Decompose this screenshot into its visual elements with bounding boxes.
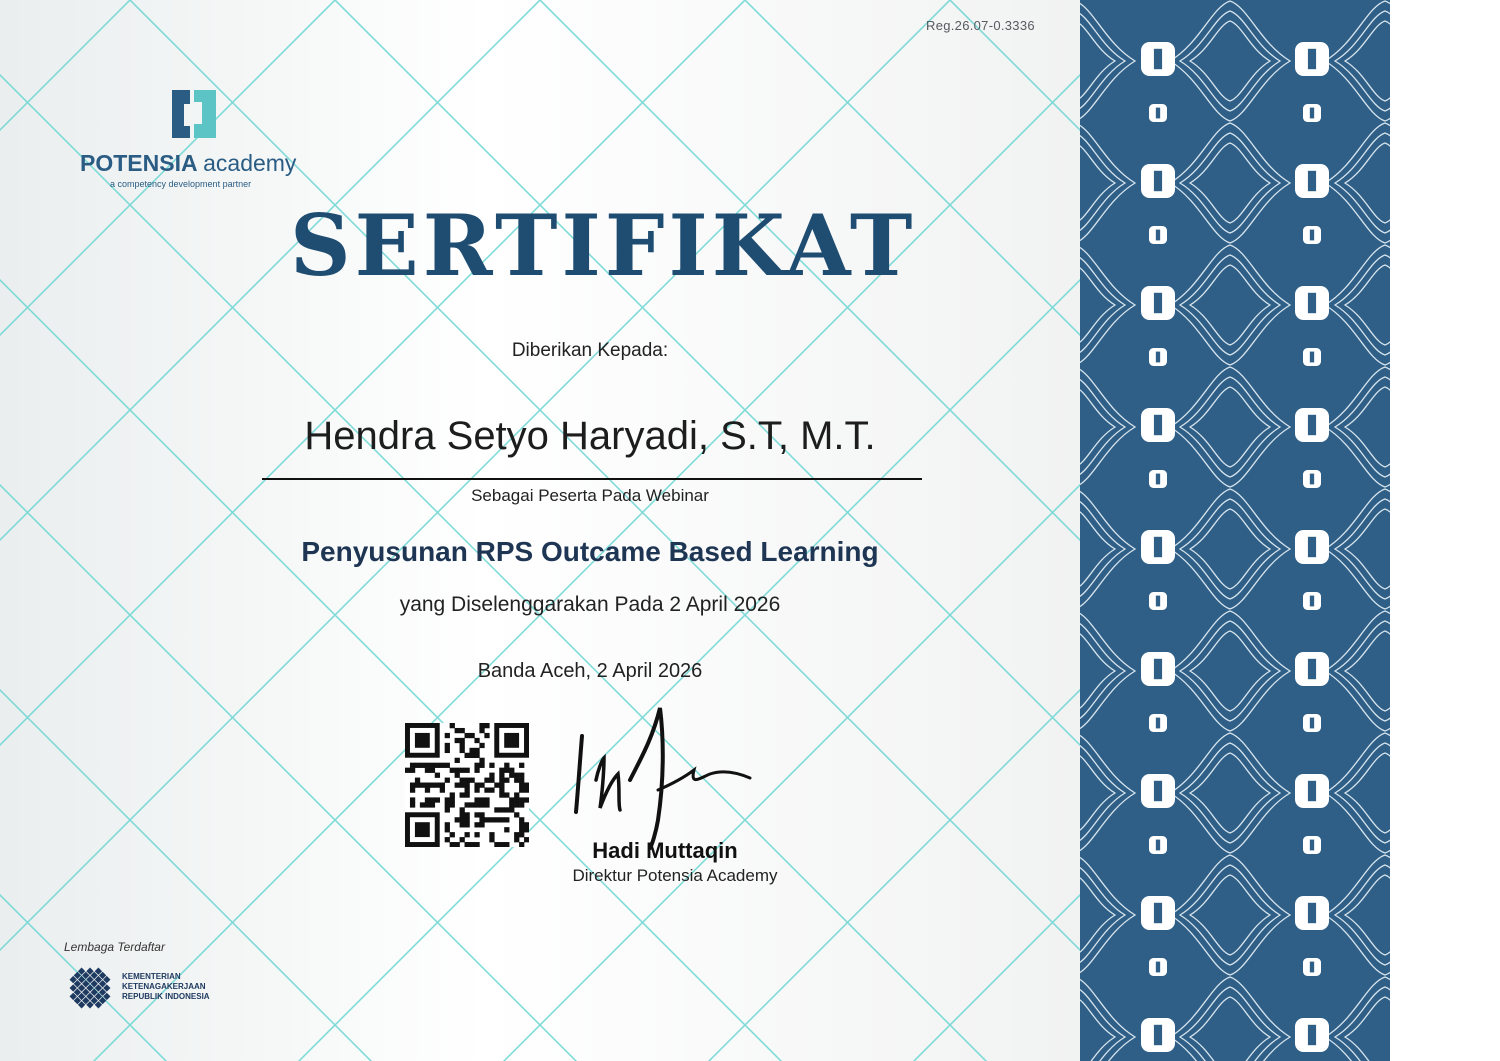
registration-number: Reg.26.07-0.3336 (926, 18, 1035, 33)
registered-institution-label: Lembaga Terdaftar (64, 940, 165, 954)
brand-tagline: a competency development partner (110, 179, 252, 189)
brand-name (80, 150, 296, 177)
ministry-name (122, 972, 210, 1002)
ministry-line-2: KETENAGAKERJAAN (122, 982, 206, 991)
event-title: Penyusunan RPS Outcame Based Learning (301, 536, 879, 567)
signer-title: Direktur Potensia Academy (572, 866, 778, 885)
participant-label: Sebagai Peserta Pada Webinar (471, 486, 709, 505)
place-date: Banda Aceh, 2 April 2026 (477, 660, 703, 682)
qr-code-icon (405, 723, 529, 847)
event-date-line: yang Diselenggarakan Pada 2 April 2026 (399, 593, 781, 616)
brand-name-bold: POTENSIA (80, 150, 197, 176)
potensia-logo-icon (164, 84, 224, 144)
brand-name-light: academy (203, 150, 297, 176)
ministry-badge (62, 960, 262, 1020)
name-underline (262, 478, 922, 480)
handwritten-signature (560, 700, 780, 850)
ministry-line-3: REPUBLIK INDONESIA (122, 992, 210, 1001)
ministry-line-1: KEMENTERIAN (122, 972, 181, 981)
batik-side-panel (1080, 0, 1390, 1061)
recipient-name: Hendra Setyo Haryadi, S.T, M.T. (304, 414, 876, 458)
certificate-title: SERTIFIKAT (290, 196, 917, 295)
signer-name: Hadi Muttaqin (592, 838, 738, 863)
given-to-label: Diberikan Kepada: (511, 340, 669, 361)
brand-logo (80, 84, 320, 194)
kemnaker-logo-icon (62, 960, 118, 1016)
